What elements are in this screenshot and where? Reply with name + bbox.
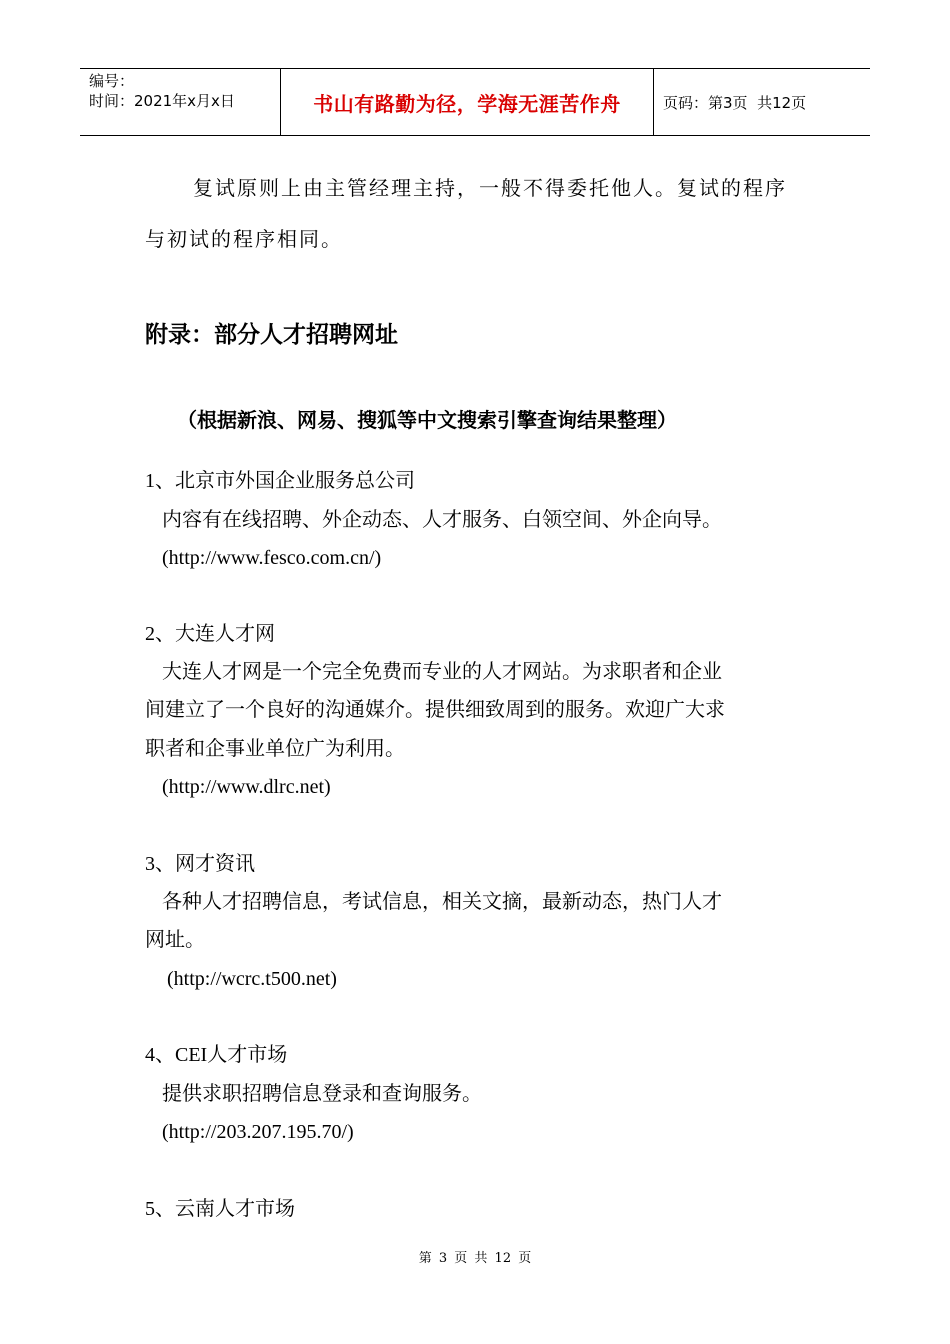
entry-2-desc-3: 职者和企事业单位广为利用。 <box>145 738 405 760</box>
page-header <box>80 68 870 136</box>
header-motto: 书山有路勤为径，学海无涯苦作舟 <box>281 69 654 135</box>
entry-3-desc-1: 各种人才招聘信息，考试信息，相关文摘，最新动态，热门人才 <box>162 891 722 913</box>
entry-1-title: 1、北京市外国企业服务总公司 <box>145 470 415 492</box>
entry-2-title: 2、大连人才网 <box>145 623 275 645</box>
page-footer: 第 3 页 共 12 页 <box>418 1251 532 1266</box>
document-number-label: 编号： <box>89 72 135 90</box>
intro-line-1: 复试原则上由主管经理主持，一般不得委托他人。复试的程序 <box>193 176 787 200</box>
entry-2-desc-1: 大连人才网是一个完全免费而专业的人才网站。为求职者和企业 <box>162 661 722 683</box>
entry-2-url: (http://www.dlrc.net) <box>162 776 331 798</box>
appendix-subtitle: （根据新浪、网易、搜狐等中文搜索引擎查询结果整理） <box>177 408 677 432</box>
entry-1-desc-1: 内容有在线招聘、外企动态、人才服务、白领空间、外企向导。 <box>162 509 722 531</box>
entry-5-title: 5、云南人才市场 <box>145 1198 295 1220</box>
entry-4-title: 4、CEI人才市场 <box>145 1044 288 1066</box>
entry-3-desc-2: 网址。 <box>145 929 205 951</box>
entry-4-url: (http://203.207.195.70/) <box>162 1121 354 1143</box>
header-meta <box>80 69 281 135</box>
appendix-title: 附录：部分人才招聘网址 <box>145 322 398 348</box>
document-date: 时间：2021年x月x日 <box>89 92 235 110</box>
entry-3-title: 3、网才资讯 <box>145 853 255 875</box>
entry-2-desc-2: 间建立了一个良好的沟通媒介。提供细致周到的服务。欢迎广大求 <box>145 699 725 721</box>
intro-line-2: 与初试的程序相同。 <box>145 227 343 251</box>
entry-3-url: (http://wcrc.t500.net) <box>167 968 337 990</box>
header-page-info: 页码：第3页 共12页 <box>663 93 807 112</box>
entry-4-desc-1: 提供求职招聘信息登录和查询服务。 <box>162 1083 482 1105</box>
entry-1-url: (http://www.fesco.com.cn/) <box>162 547 382 569</box>
